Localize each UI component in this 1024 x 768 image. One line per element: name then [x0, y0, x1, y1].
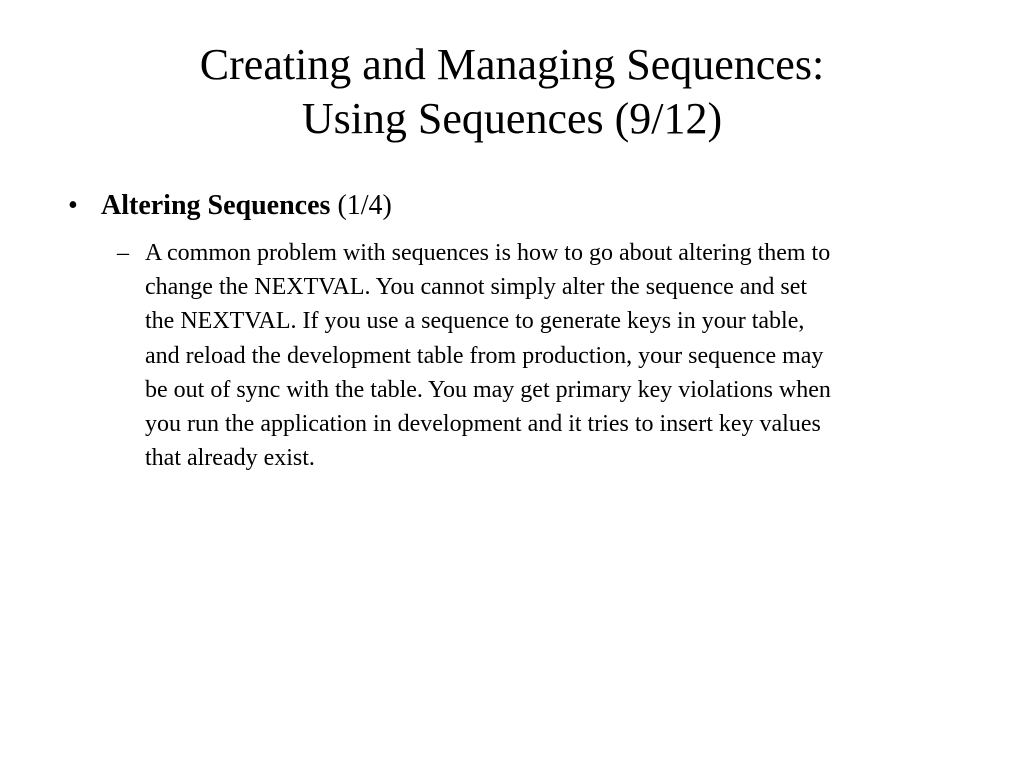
- bullet-heading: [101, 186, 392, 226]
- paragraph-line: you run the application in development and it tries to insert key values: [145, 411, 821, 438]
- paragraph-line: be out of sync with the table. You may get primary key violations when: [145, 376, 831, 403]
- title-line-1: Creating and Managing Sequences:: [199, 40, 825, 89]
- paragraph-line: the NEXTVAL. If you use a sequence to generate keys in your table,: [145, 308, 805, 335]
- paragraph-line: A common problem with sequences is how to go about altering them to: [145, 240, 831, 266]
- sub-bullet-paragraph: [145, 236, 975, 475]
- bullet-heading-bold: Altering Sequences: [101, 190, 331, 221]
- paragraph-line: and reload the development table from production, your sequence may: [145, 342, 824, 369]
- paragraph-line: change the NEXTVAL. You cannot simply alter the sequence and set: [145, 274, 808, 301]
- bullet-marker: •: [68, 190, 78, 221]
- slide-title: [0, 38, 1024, 146]
- title-line-2: Using Sequences (9/12): [301, 94, 723, 143]
- bullet-heading-suffix: (1/4): [330, 190, 392, 221]
- paragraph-line: that already exist.: [145, 445, 315, 472]
- sub-bullet-marker: –: [117, 240, 129, 266]
